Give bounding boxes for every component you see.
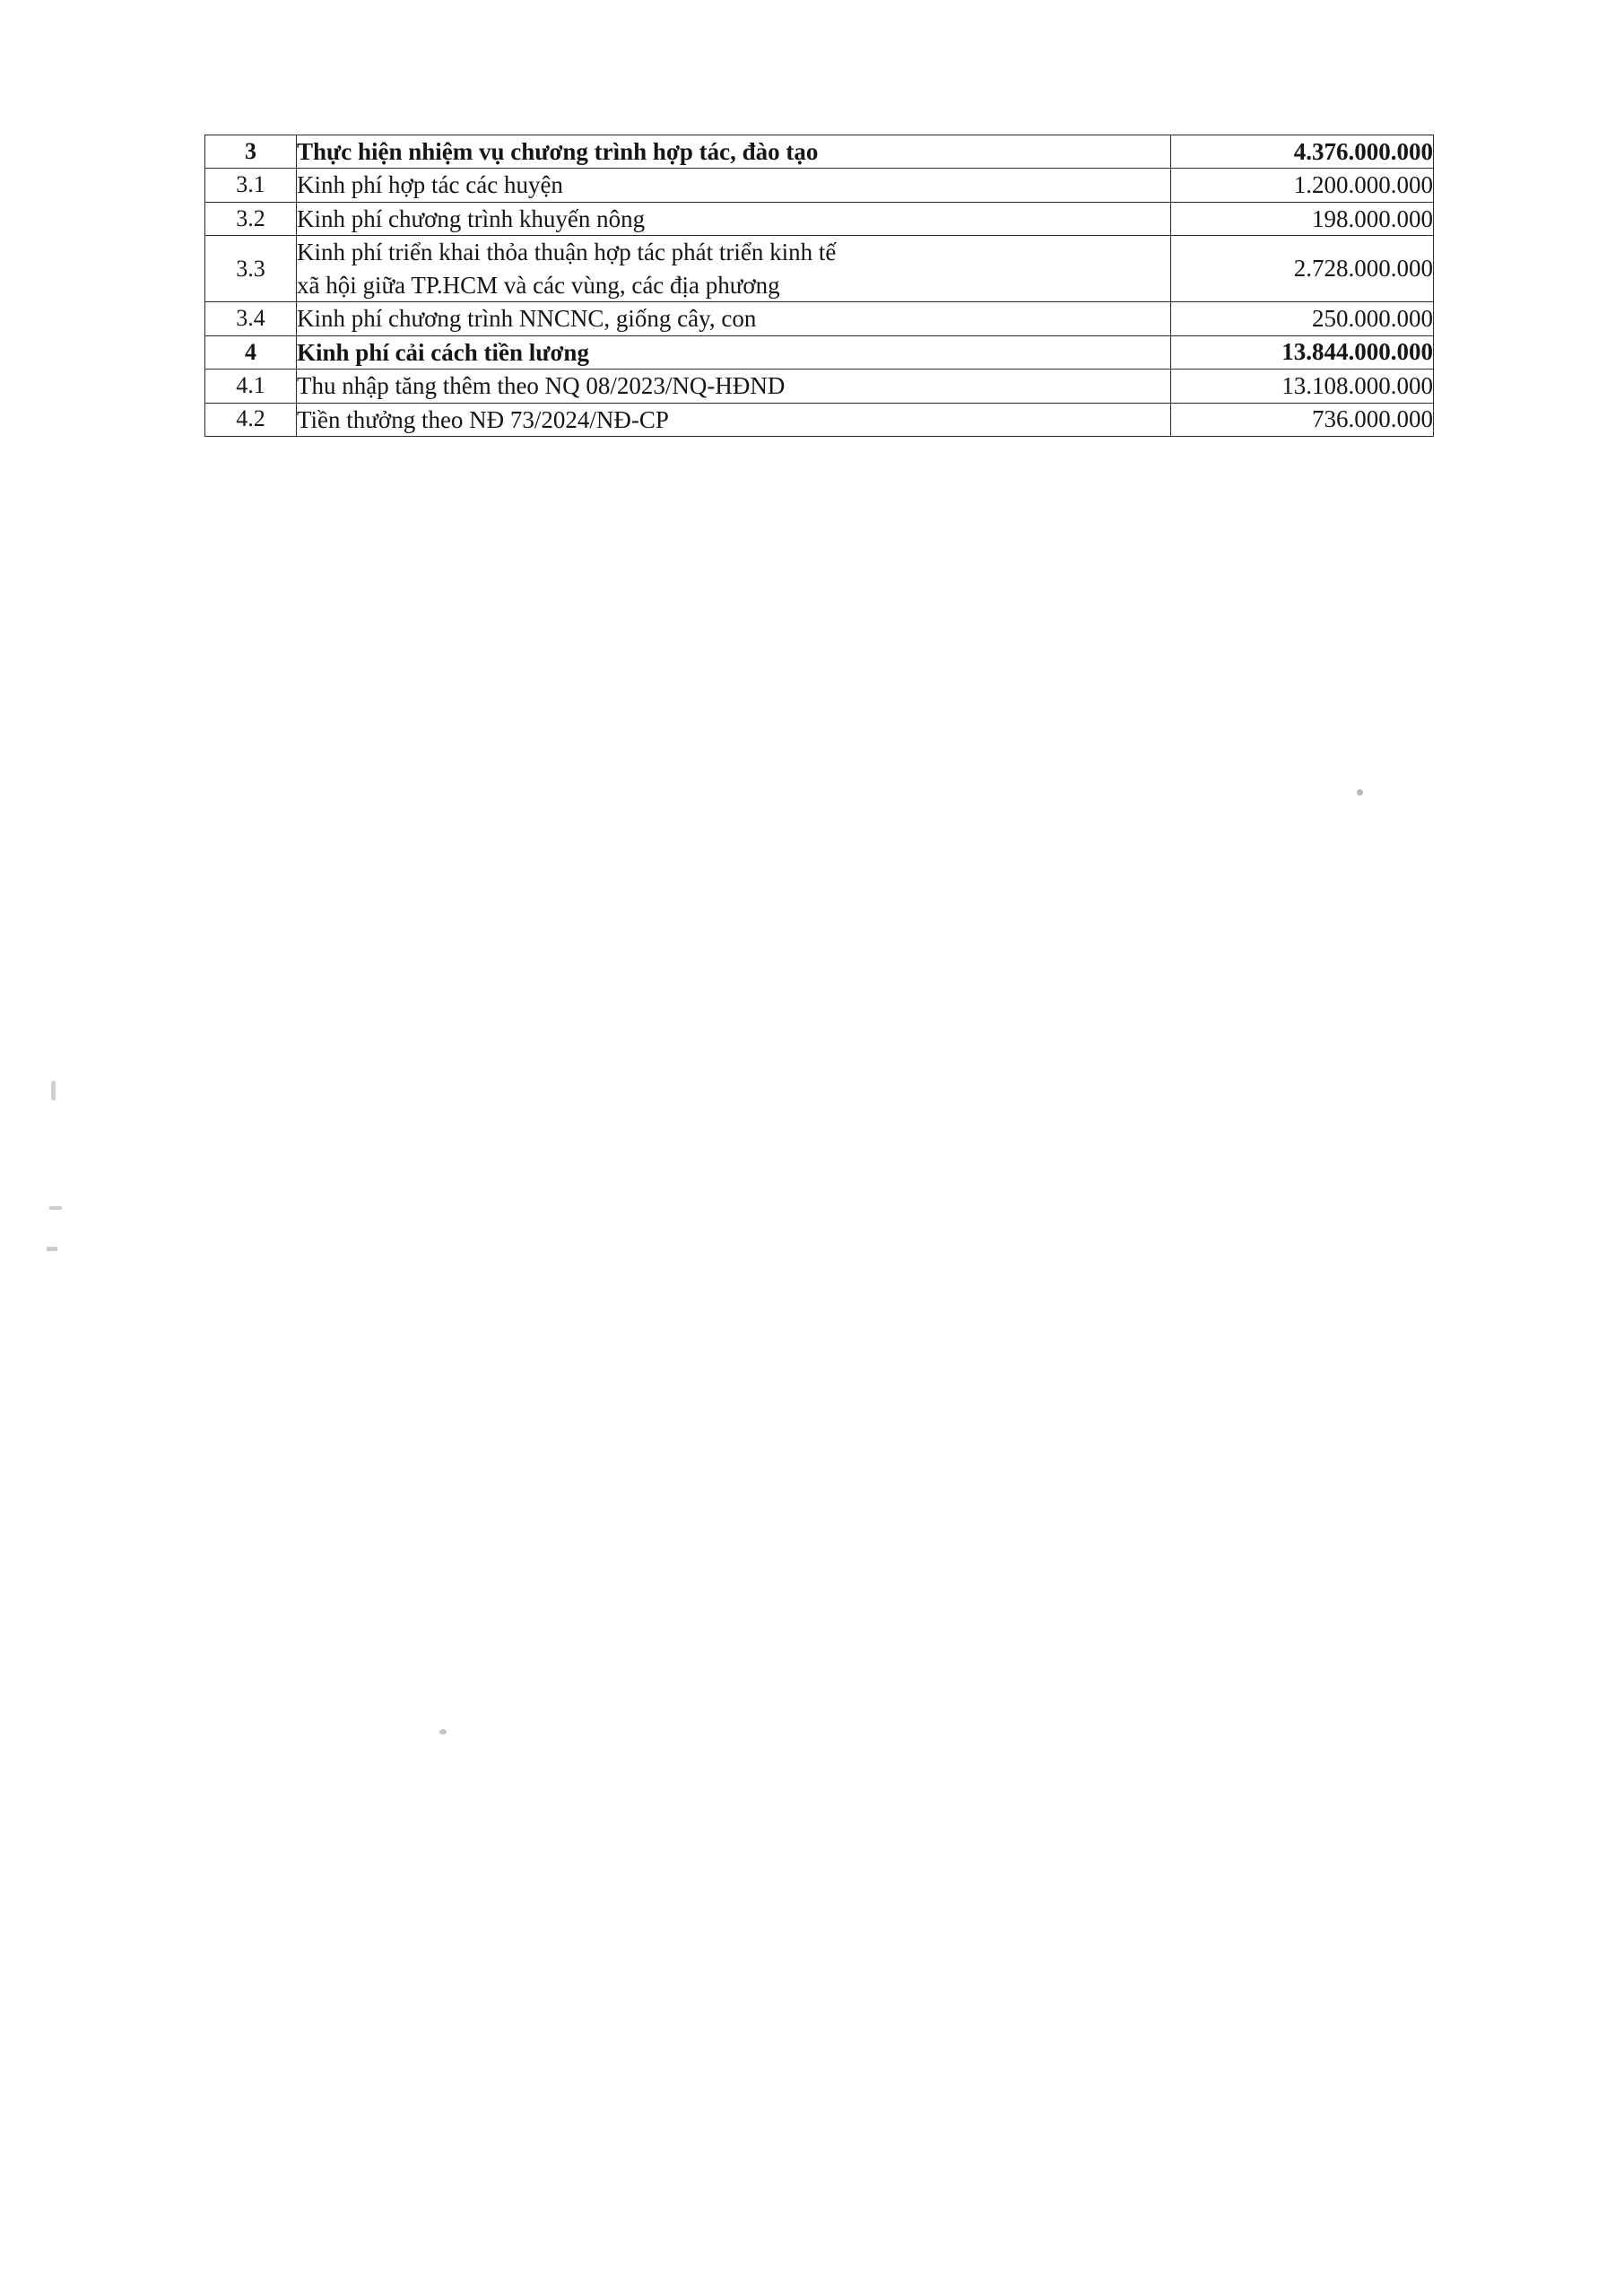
row-value: 13.108.000.000 xyxy=(1171,370,1434,403)
budget-table-body xyxy=(205,135,1434,437)
table-row xyxy=(205,135,1434,169)
row-index: 3.1 xyxy=(205,169,297,202)
row-index: 3 xyxy=(205,135,297,169)
row-description-line1: Thu nhập tăng thêm theo NQ 08/2023/NQ-HĐND xyxy=(297,372,786,400)
row-description-line1: Thực hiện nhiệm vụ chương trình hợp tác, đào tạo xyxy=(297,138,819,165)
row-value: 2.728.000.000 xyxy=(1171,236,1434,302)
row-description xyxy=(297,236,1171,302)
budget-table xyxy=(204,135,1434,437)
row-index: 4 xyxy=(205,335,297,369)
row-index: 4.1 xyxy=(205,370,297,403)
row-description xyxy=(297,202,1171,235)
scan-artifact xyxy=(439,1729,447,1735)
row-index: 4.2 xyxy=(205,403,297,436)
row-index: 3.3 xyxy=(205,236,297,302)
scan-artifact xyxy=(47,1247,57,1251)
row-description xyxy=(297,169,1171,202)
row-value: 198.000.000 xyxy=(1171,202,1434,235)
scan-artifact xyxy=(49,1206,62,1210)
row-value: 13.844.000.000 xyxy=(1171,335,1434,369)
table-row xyxy=(205,370,1434,403)
row-index: 3.4 xyxy=(205,302,297,335)
row-description xyxy=(297,335,1171,369)
scan-artifact xyxy=(1357,789,1363,796)
row-description-line1: Kinh phí chương trình NNCNC, giống cây, con xyxy=(297,305,757,333)
table-row xyxy=(205,302,1434,335)
row-description-line1: Kinh phí hợp tác các huyện xyxy=(297,171,563,199)
table-row xyxy=(205,169,1434,202)
row-index: 3.2 xyxy=(205,202,297,235)
row-value: 1.200.000.000 xyxy=(1171,169,1434,202)
row-description xyxy=(297,403,1171,436)
table-row xyxy=(205,403,1434,436)
row-value: 736.000.000 xyxy=(1171,403,1434,436)
row-value: 250.000.000 xyxy=(1171,302,1434,335)
row-description xyxy=(297,370,1171,403)
row-description xyxy=(297,135,1171,169)
budget-table-container xyxy=(204,135,1433,437)
row-description-line1: Tiền thưởng theo NĐ 73/2024/NĐ-CP xyxy=(297,405,669,433)
table-row xyxy=(205,335,1434,369)
row-value: 4.376.000.000 xyxy=(1171,135,1434,169)
table-row xyxy=(205,236,1434,302)
scan-artifact xyxy=(51,1081,56,1100)
row-description-line2: xã hội giữa TP.HCM và các vùng, các địa phương xyxy=(297,271,780,299)
table-row xyxy=(205,202,1434,235)
row-description xyxy=(297,302,1171,335)
row-description-line1: Kinh phí cải cách tiền lương xyxy=(297,338,589,366)
row-description-line1: Kinh phí chương trình khuyến nông xyxy=(297,204,646,232)
row-description-line1: Kinh phí triển khai thỏa thuận hợp tác phát triển kinh tế xyxy=(297,239,837,266)
